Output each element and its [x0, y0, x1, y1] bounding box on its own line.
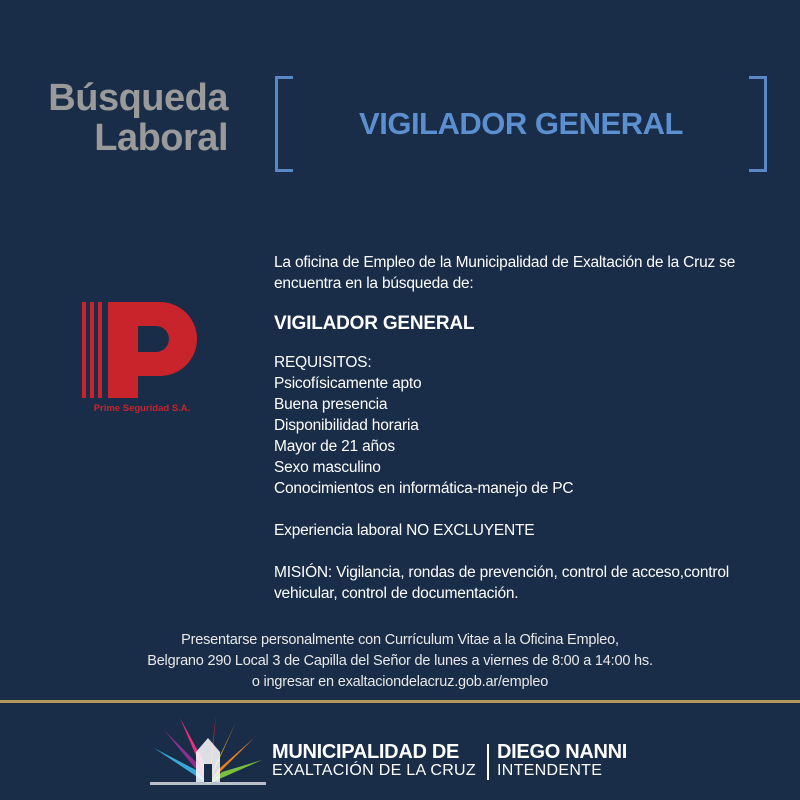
org-line-1: MUNICIPALIDAD DE [272, 741, 460, 763]
gold-divider [0, 700, 800, 703]
contact-line-2: Belgrano 290 Local 3 de Capilla del Señor de lunes a viernes de 8:00 a 14:00 hs. [147, 653, 653, 669]
person-line-1: DIEGO NANNI [497, 741, 628, 763]
left-bracket [275, 76, 293, 172]
list-item: Disponibilidad horaria [274, 417, 419, 434]
list-item: Buena presencia [274, 396, 388, 413]
company-name: Prime Seguridad S.A. [93, 403, 191, 414]
requirements-label: REQUISITOS: [274, 354, 372, 371]
municipality-logo [150, 712, 266, 788]
busqueda-laboral-heading [0, 78, 228, 158]
list-item: Sexo masculino [274, 459, 381, 476]
mayor-name [497, 742, 627, 779]
position-title: VIGILADOR GENERAL [274, 313, 475, 334]
job-title: VIGILADOR GENERAL [359, 106, 683, 141]
municipality-name [272, 742, 476, 779]
contact-line-1: Presentarse personalmente con Currículum Vitae a la Oficina Empleo, [181, 632, 619, 648]
contact-line-3: o ingresar en exaltaciondelacruz.gob.ar/empleo [251, 674, 549, 690]
footer-separator [487, 744, 489, 780]
list-item: Conocimientos en informática-manejo de PC [274, 480, 574, 497]
heading-line-2: Laboral [94, 117, 228, 159]
list-item: Mayor de 21 años [274, 438, 395, 455]
job-description [274, 252, 784, 604]
person-line-2: INTENDENTE [497, 762, 603, 779]
list-item: Psicofísicamente apto [274, 375, 422, 392]
requirements-list [274, 373, 784, 499]
right-bracket [749, 76, 767, 172]
heading-line-1: Búsqueda [48, 77, 228, 119]
intro-text: La oficina de Empleo de la Municipalidad de Exaltación de la Cruz se encuentra en la búsqueda de: [274, 254, 736, 292]
prime-seguridad-logo [82, 300, 202, 415]
org-line-2: EXALTACIÓN DE LA CRUZ [272, 762, 476, 779]
experience-text: Experiencia laboral NO EXCLUYENTE [274, 522, 535, 539]
contact-info [0, 630, 800, 693]
mission-text: MISIÓN: Vigilancia, rondas de prevención, control de acceso,control vehicular, control de documentación. [274, 564, 730, 602]
